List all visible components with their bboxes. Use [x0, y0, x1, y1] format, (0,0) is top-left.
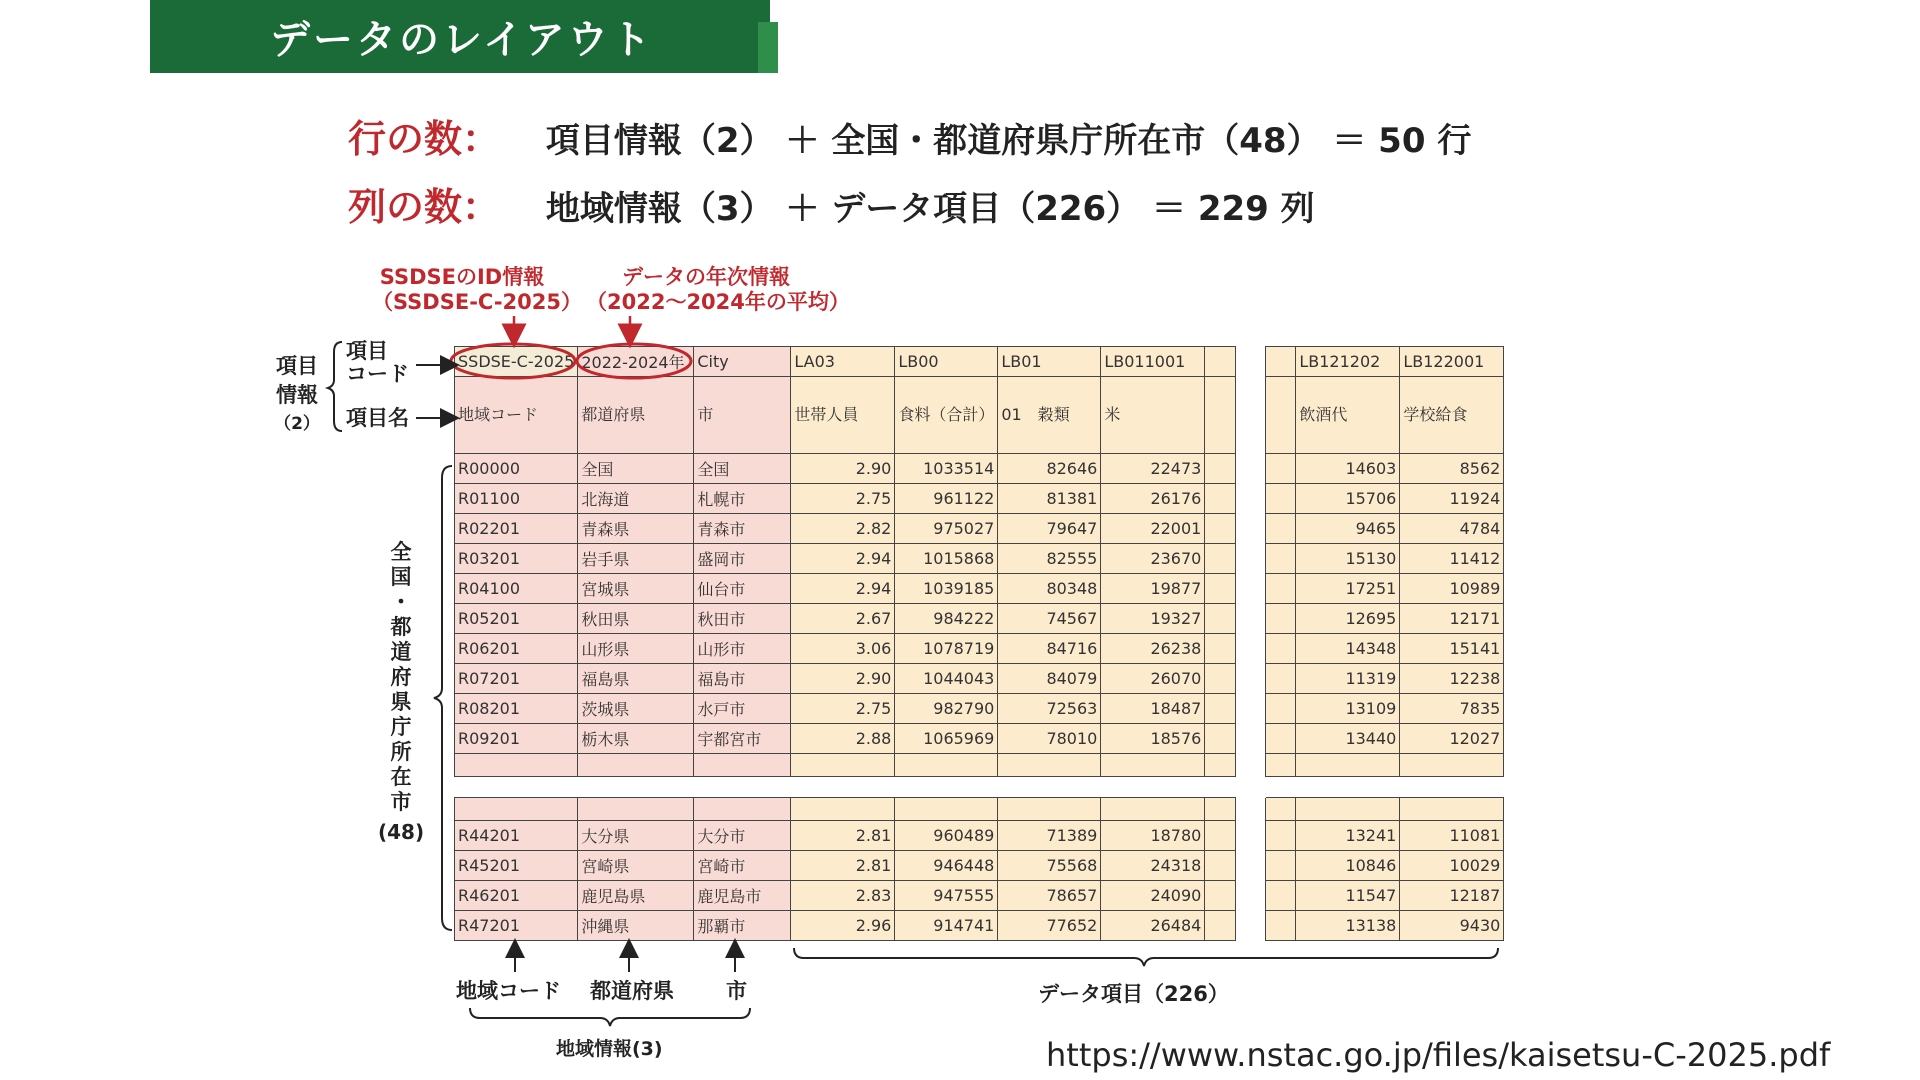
table-cell: 15141	[1400, 634, 1504, 664]
data-items-label: データ項目（226）	[1038, 982, 1229, 1006]
year-note-line2: （2022～2024年の平均）	[586, 290, 850, 314]
year-highlight-ellipse	[577, 344, 691, 378]
table-cell: 82646	[998, 454, 1101, 484]
item-info-label-2: 情報	[276, 383, 318, 407]
table-cell: R03201	[455, 544, 578, 574]
item-info-label-1: 項目	[276, 354, 318, 378]
table-cell: 2.75	[791, 694, 895, 724]
table-cell: 世帯人員	[791, 377, 895, 454]
regions-vertical-char: 府	[390, 665, 412, 689]
table-cell: 学校給食	[1400, 377, 1504, 454]
table-cell: 1039185	[895, 574, 998, 604]
table-cell: 10989	[1400, 574, 1504, 604]
table-cell: R02201	[455, 514, 578, 544]
table-cell: 78657	[998, 881, 1101, 911]
regions-count: (48)	[378, 820, 425, 844]
regions-vertical-char: 道	[390, 640, 412, 664]
table-cell: SSDSE-C-2025	[455, 347, 578, 377]
table-cell: 1065969	[895, 724, 998, 754]
table-cell: 2.90	[791, 664, 895, 694]
rows-label: 行の数：	[348, 117, 501, 161]
id-note-line1: SSDSEのID情報	[379, 265, 545, 289]
table-cell: 2.75	[791, 484, 895, 514]
table-cell: 秋田市	[694, 604, 791, 634]
table-cell: 9465	[1296, 514, 1400, 544]
table-cell: 山形県	[578, 634, 694, 664]
table-cell: 大分市	[694, 821, 791, 851]
bottom-area-code-label: 地域コード	[456, 979, 561, 1003]
table-cell: R45201	[455, 851, 578, 881]
table-cell: 宮崎県	[578, 851, 694, 881]
table-cell: R08201	[455, 694, 578, 724]
table-cell: 12695	[1296, 604, 1400, 634]
regions-brace	[434, 466, 452, 930]
table-cell: 18780	[1101, 821, 1205, 851]
table-cell: 宮崎市	[694, 851, 791, 881]
regions-vertical-char: 県	[390, 690, 412, 714]
table-cell: R05201	[455, 604, 578, 634]
regions-vertical-char: 市	[390, 790, 412, 814]
table-cell: 77652	[998, 911, 1101, 941]
table-cell: 那覇市	[694, 911, 791, 941]
regions-vertical-char: ・	[390, 590, 412, 614]
table-cell: 78010	[998, 724, 1101, 754]
table-cell: 7835	[1400, 694, 1504, 724]
table-cell: 82555	[998, 544, 1101, 574]
table-cell: 12187	[1400, 881, 1504, 911]
cols-label: 列の数：	[348, 185, 501, 229]
table-cell: 15130	[1296, 544, 1400, 574]
table-cell: 福島市	[694, 664, 791, 694]
table-cell: 青森県	[578, 514, 694, 544]
table-cell: 26176	[1101, 484, 1205, 514]
slide-title: データのレイアウト	[270, 17, 654, 63]
table-cell: 2.83	[791, 881, 895, 911]
table-cell: 14603	[1296, 454, 1400, 484]
table-cell: 札幌市	[694, 484, 791, 514]
table-cell: 19327	[1101, 604, 1205, 634]
table-cell: R00000	[455, 454, 578, 484]
table-cell: 975027	[895, 514, 998, 544]
table-cell: 14348	[1296, 634, 1400, 664]
table-cell: 2.94	[791, 574, 895, 604]
table-cell: R04100	[455, 574, 578, 604]
table-cell: R44201	[455, 821, 578, 851]
table-cell: 81381	[998, 484, 1101, 514]
table-cell: 914741	[895, 911, 998, 941]
table-cell: 市	[694, 377, 791, 454]
regions-vertical-char: 所	[390, 740, 412, 764]
table-cell: 24318	[1101, 851, 1205, 881]
cols-formula: 地域情報（3） ＋ データ項目（226） ＝ 229 列	[545, 189, 1315, 229]
table-cell: 13138	[1296, 911, 1400, 941]
table-cell: 11412	[1400, 544, 1504, 574]
table-cell: 71389	[998, 821, 1101, 851]
table-cell: 宮城県	[578, 574, 694, 604]
table-cell: 947555	[895, 881, 998, 911]
table-cell: 84079	[998, 664, 1101, 694]
table-cell: 13109	[1296, 694, 1400, 724]
table-cell: 10029	[1400, 851, 1504, 881]
table-cell: R09201	[455, 724, 578, 754]
table-cell: 山形市	[694, 634, 791, 664]
table-cell: 19877	[1101, 574, 1205, 604]
table-cell: 12027	[1400, 724, 1504, 754]
table-cell: 仙台市	[694, 574, 791, 604]
table-cell: 11547	[1296, 881, 1400, 911]
table-cell: 鹿児島市	[694, 881, 791, 911]
table-cell: 12238	[1400, 664, 1504, 694]
item-name-label: 項目名	[346, 406, 409, 430]
item-info-label-3: （2）	[274, 414, 320, 434]
regions-vertical-char: 国	[390, 565, 412, 589]
table-cell: LB122001	[1400, 347, 1504, 377]
table-cell: 福島県	[578, 664, 694, 694]
table-cell: 地域コード	[455, 377, 578, 454]
table-cell: 全国	[578, 454, 694, 484]
table-cell: 都道府県	[578, 377, 694, 454]
table-cell: 鹿児島県	[578, 881, 694, 911]
table-cell: R07201	[455, 664, 578, 694]
table-cell: 11081	[1400, 821, 1504, 851]
table-cell: R46201	[455, 881, 578, 911]
data-items-brace	[794, 948, 1498, 966]
table-cell: 26238	[1101, 634, 1205, 664]
region-info-brace	[470, 1008, 750, 1026]
item-info-brace	[328, 342, 342, 431]
regions-vertical-char: 在	[390, 765, 412, 789]
table-cell: 22001	[1101, 514, 1205, 544]
table-cell: 946448	[895, 851, 998, 881]
region-info-label: 地域情報(3)	[556, 1038, 663, 1060]
bottom-prefecture-label: 都道府県	[590, 979, 674, 1003]
table-cell: 18576	[1101, 724, 1205, 754]
table-cell: R47201	[455, 911, 578, 941]
table-cell: 沖縄県	[578, 911, 694, 941]
id-note-line2: （SSDSE-C-2025）	[372, 290, 582, 314]
table-cell: LA03	[791, 347, 895, 377]
source-url: https://www.nstac.go.jp/files/kaisetsu-C-2025.pdf	[1046, 1036, 1831, 1074]
table-cell: 2.67	[791, 604, 895, 634]
table-cell: 1015868	[895, 544, 998, 574]
regions-vertical-char: 庁	[390, 715, 412, 739]
table-cell: 22473	[1101, 454, 1205, 484]
table-cell: 26484	[1101, 911, 1205, 941]
table-cell: 2022-2024年	[578, 347, 694, 377]
table-cell: 74567	[998, 604, 1101, 634]
id-highlight-ellipse	[451, 344, 575, 378]
table-cell: 12171	[1400, 604, 1504, 634]
table-cell: 2.94	[791, 544, 895, 574]
year-note-line1: データの年次情報	[622, 265, 790, 289]
table-cell: 15706	[1296, 484, 1400, 514]
table-cell: 10846	[1296, 851, 1400, 881]
item-code-label: 項目 コード	[346, 339, 409, 386]
table-cell: 2.81	[791, 821, 895, 851]
table-cell: 宇都宮市	[694, 724, 791, 754]
table-cell: 全国	[694, 454, 791, 484]
table-cell: 23670	[1101, 544, 1205, 574]
table-cell: 盛岡市	[694, 544, 791, 574]
table-cell: 80348	[998, 574, 1101, 604]
table-cell: 栃木県	[578, 724, 694, 754]
table-cell: 2.96	[791, 911, 895, 941]
table-cell: 84716	[998, 634, 1101, 664]
table-cell: 青森市	[694, 514, 791, 544]
table-cell: 961122	[895, 484, 998, 514]
table-cell: 北海道	[578, 484, 694, 514]
table-cell: 大分県	[578, 821, 694, 851]
regions-vertical-char: 全	[390, 540, 412, 564]
table-cell: R01100	[455, 484, 578, 514]
table-cell: LB00	[895, 347, 998, 377]
table-cell: 岩手県	[578, 544, 694, 574]
rows-formula: 項目情報（2） ＋ 全国・都道府県庁所在市（48） ＝ 50 行	[545, 121, 1472, 161]
table-cell: 4784	[1400, 514, 1504, 544]
table-cell: 24090	[1101, 881, 1205, 911]
table-cell: 18487	[1101, 694, 1205, 724]
bottom-city-label: 市	[726, 979, 747, 1003]
table-cell: 飲酒代	[1296, 377, 1400, 454]
table-cell: 982790	[895, 694, 998, 724]
table-cell: 79647	[998, 514, 1101, 544]
table-cell: 2.82	[791, 514, 895, 544]
table-cell: LB011001	[1101, 347, 1205, 377]
table-cell: 72563	[998, 694, 1101, 724]
table-cell: 13440	[1296, 724, 1400, 754]
table-cell: LB01	[998, 347, 1101, 377]
table-cell: 11319	[1296, 664, 1400, 694]
table-cell: City	[694, 347, 791, 377]
table-cell: LB121202	[1296, 347, 1400, 377]
table-cell: 2.90	[791, 454, 895, 484]
table-cell: 13241	[1296, 821, 1400, 851]
table-cell: 11924	[1400, 484, 1504, 514]
table-cell: 水戸市	[694, 694, 791, 724]
table-cell: 食料（合計）	[895, 377, 998, 454]
table-cell: 茨城県	[578, 694, 694, 724]
table-cell: 01 穀類	[998, 377, 1101, 454]
table-cell: 米	[1101, 377, 1205, 454]
table-cell: 984222	[895, 604, 998, 634]
table-cell: 960489	[895, 821, 998, 851]
table-cell: 秋田県	[578, 604, 694, 634]
table-cell: 1033514	[895, 454, 998, 484]
table-cell: 9430	[1400, 911, 1504, 941]
regions-vertical-char: 都	[390, 615, 412, 639]
table-cell: R06201	[455, 634, 578, 664]
table-cell: 26070	[1101, 664, 1205, 694]
table-cell: 17251	[1296, 574, 1400, 604]
table-cell: 75568	[998, 851, 1101, 881]
table-cell: 3.06	[791, 634, 895, 664]
table-cell: 2.88	[791, 724, 895, 754]
table-cell: 1044043	[895, 664, 998, 694]
table-cell: 1078719	[895, 634, 998, 664]
table-cell: 8562	[1400, 454, 1504, 484]
table-cell: 2.81	[791, 851, 895, 881]
